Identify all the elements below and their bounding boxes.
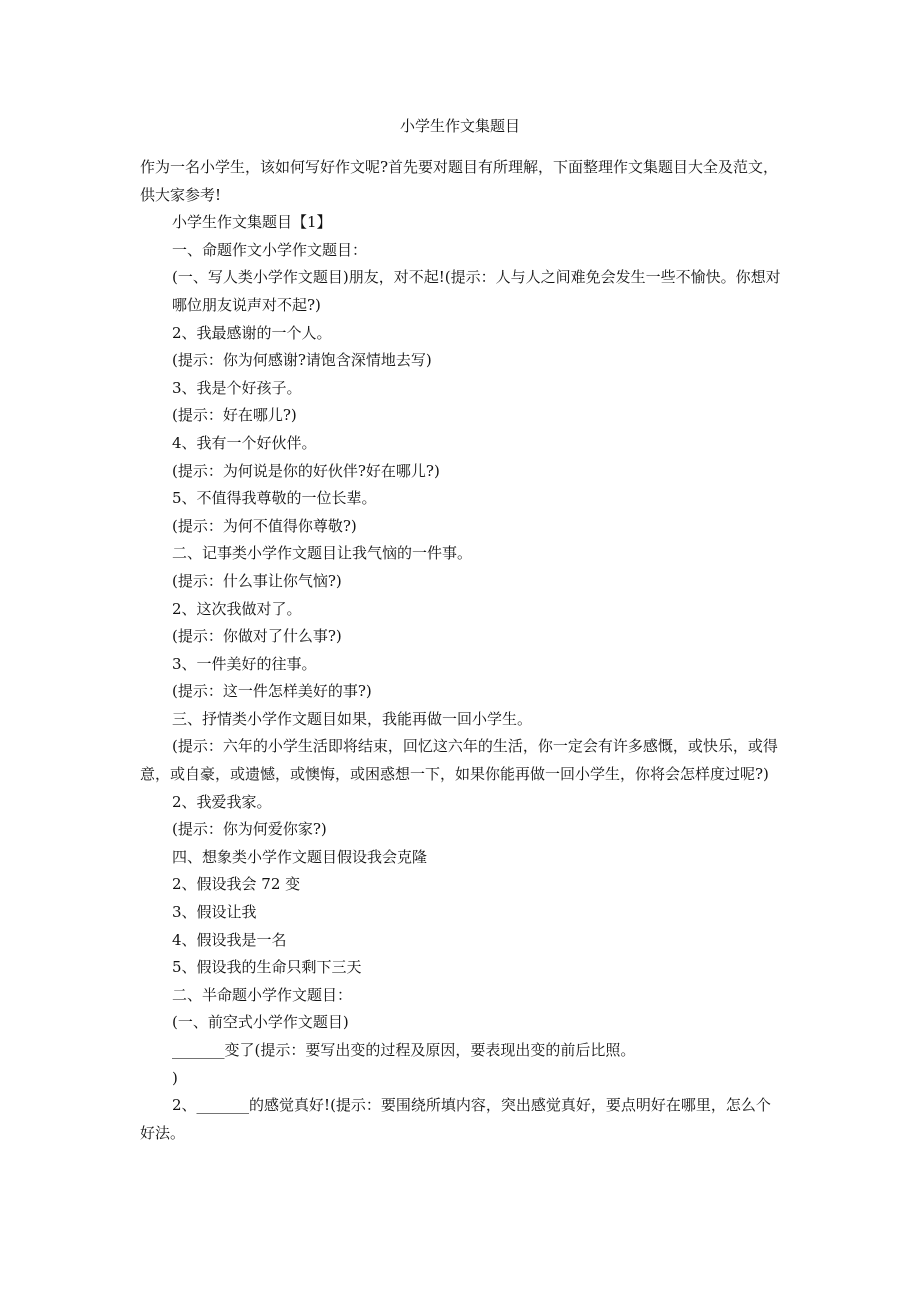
hint-text: (提示：这一件怎样美好的事?) (172, 682, 372, 701)
category-heading: 二、记事类小学作文题目让我气恼的一件事。 (172, 544, 473, 563)
category-heading: 三、抒情类小学作文题目如果，我能再做一回小学生。 (172, 709, 533, 728)
topic-item: 4、我有一个好伙伴。 (172, 433, 317, 452)
category-heading: 四、想象类小学作文题目假设我会克隆 (172, 847, 428, 866)
hint-text: (提示：好在哪儿?) (172, 406, 297, 425)
topic-item: 5、不值得我尊敬的一位长辈。 (172, 489, 377, 508)
document-body (140, 154, 782, 1147)
category-heading: 二、半命题小学作文题目： (172, 985, 353, 1004)
topic-item: 3、假设让我 (172, 903, 257, 922)
topic-item: 2、我最感谢的一个人。 (172, 323, 332, 342)
hint-text: (提示：六年的小学生活即将结束，回忆这六年的生活，你一定会有许多感慨，或快乐，或得意，或自豪，或遗憾，或懊悔，或困惑想一下，如果你能再做一回小学生，你将会怎样度过呢?) (140, 737, 778, 784)
hint-text: (提示：你为何爱你家?) (172, 820, 327, 839)
section-heading: 小学生作文集题目【1】 (172, 213, 332, 232)
hint-text: (提示：你为何感谢?请饱含深情地去写) (172, 351, 432, 370)
topic-item: 3、一件美好的往事。 (172, 654, 317, 673)
category-heading: 一、命题作文小学作文题目： (172, 240, 368, 259)
topic-item: 2、我爱我家。 (172, 792, 272, 811)
topic-item: ) (172, 1068, 178, 1087)
document-title: 小学生作文集题目 (399, 117, 520, 135)
hint-text: (提示：什么事让你气恼?) (172, 571, 342, 590)
topic-item: 3、我是个好孩子。 (172, 378, 302, 397)
topic-item: _______变了(提示：要写出变的过程及原因，要表现出变的前后比照。 (172, 1041, 636, 1059)
topic-item: 4、假设我是一名 (172, 930, 287, 949)
topic-item: 2、假设我会 72 变 (172, 875, 301, 894)
subcategory-heading: (一、前空式小学作文题目) (172, 1013, 349, 1032)
hint-text: (提示：为何说是你的好伙伴?好在哪儿?) (172, 461, 440, 480)
topic-item: (一、写人类小学作文题目)朋友，对不起!(提示：人与人之间难免会发生一些不愉快。你想对哪位朋友说声对不起?) (172, 268, 781, 314)
hint-text: (提示：为何不值得你尊敬?) (172, 516, 357, 535)
intro-paragraph: 作为一名小学生，该如何写好作文呢?首先要对题目有所理解，下面整理作文集题目大全及范文，供大家参考! (140, 158, 779, 204)
topic-item: 2、_______的感觉真好!(提示：要围绕所填内容，突出感觉真好，要点明好在哪里，怎么个好法。 (140, 1096, 771, 1142)
hint-text: (提示：你做对了什么事?) (172, 627, 342, 646)
topic-item: 5、假设我的生命只剩下三天 (172, 958, 362, 977)
topic-item: 2、这次我做对了。 (172, 599, 302, 618)
